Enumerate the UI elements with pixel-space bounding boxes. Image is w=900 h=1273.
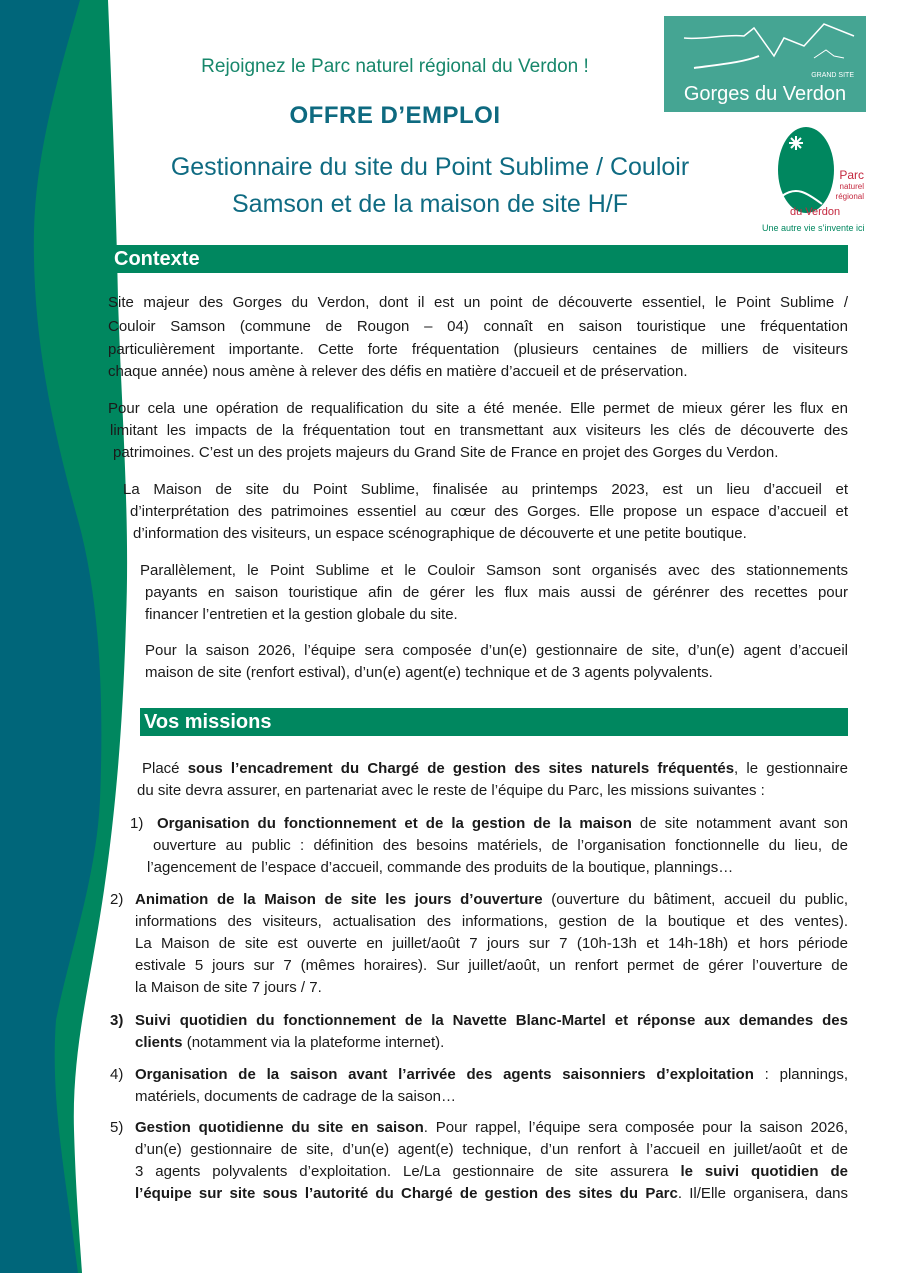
body-text-line — [135, 1140, 848, 1160]
text-segment: La Maison de site est ouverte en juillet/août 7 jours sur 7 (10h-13h et 14h-18h) et hors période — [135, 935, 848, 952]
text-segment: 3 agents polyvalents d’exploitation. Le/La gestionnaire de site assurera — [135, 1163, 681, 1180]
text-segment: d’interprétation des patrimoines essentiel au cœur des Gorges. Elle propose un espace d’accueil et — [130, 503, 848, 520]
body-text-line — [135, 1087, 848, 1107]
text-segment: maison de site (renfort estival), d’un(e) agent(e) technique et de 3 agents polyvalents. — [145, 664, 713, 681]
body-text-line — [145, 605, 848, 625]
body-text-line — [108, 317, 848, 337]
body-text-line — [133, 524, 848, 544]
body-text-line — [110, 421, 848, 441]
body-text-line — [140, 561, 848, 581]
body-text-line — [145, 641, 848, 661]
body-text-line — [135, 1065, 848, 1085]
logo-naturel-word: naturel — [839, 182, 864, 191]
body-text-line — [130, 502, 848, 522]
logo-grand-site-label: GRAND SITE — [811, 72, 854, 79]
tagline: Rejoignez le Parc naturel régional du Verdon ! — [201, 56, 589, 77]
job-title-line-2: Samson et de la maison de site H/F — [231, 190, 629, 218]
body-text-line — [145, 583, 848, 603]
text-segment: financer l’entretien et la gestion globale du site. — [145, 606, 458, 623]
bold-text-segment: le suivi quotidien de — [680, 1163, 848, 1180]
text-segment: La Maison de site du Point Sublime, finalisée au printemps 2023, est un lieu d’accueil et — [123, 481, 848, 498]
list-number: 1) — [130, 815, 144, 832]
text-segment: . Il/Elle organisera, dans — [677, 1185, 849, 1202]
text-segment: de site notamment avant son — [631, 815, 848, 832]
text-segment: . Pour rappel, l’équipe sera composée pour la saison 2026, — [423, 1119, 848, 1136]
text-segment: limitant les impacts de la fréquentation tout en transmettant aux visiteurs les clés de découverte des — [110, 422, 848, 439]
body-text-line — [113, 443, 848, 463]
text-segment: Pour cela une opération de requalification du site a été menée. Elle permet de mieux gérer les flux en — [108, 400, 848, 417]
body-text-line — [108, 399, 848, 419]
text-segment: d’un(e) gestionnaire de site, d’un(e) agent(e) technique, d’un renfort à l’accueil en juillet/août et de — [135, 1141, 848, 1158]
text-segment: patrimoines. C’est un des projets majeurs du Grand Site de France en projet des Gorges du Verdon. — [113, 444, 779, 461]
body-text-line — [108, 362, 848, 382]
text-segment: informations des visiteurs, actualisation des informations, gestion de la boutique et des ventes). — [135, 913, 848, 930]
body-text-line — [108, 293, 848, 313]
body-text-line — [145, 663, 848, 683]
body-text-line — [135, 890, 848, 910]
body-text-line — [157, 814, 848, 834]
list-number: 2) — [110, 891, 124, 908]
parc-naturel-regional-verdon-logo — [760, 126, 866, 238]
logo-gorges-name: Gorges du Verdon — [683, 83, 847, 105]
body-text-line — [135, 912, 848, 932]
text-segment: chaque année) nous amène à relever des défis en matière d’accueil et de préservation. — [108, 363, 688, 380]
job-title-line-1: Gestionnaire du site du Point Sublime / Couloir — [170, 153, 690, 181]
body-text-line — [108, 340, 848, 360]
text-segment: estivale 5 jours sur 7 (mêmes horaires). Sur juillet/août, un renfort permet de gérer l’ouverture de — [135, 957, 848, 974]
gorges-landscape-icon — [664, 16, 866, 72]
text-segment: Pour la saison 2026, l’équipe sera composée d’un(e) gestionnaire de site, d’un(e) agent d’accueil — [145, 642, 848, 659]
bold-text-segment: Organisation du fonctionnement et de la gestion de la maison — [157, 815, 632, 832]
bold-text-segment: clients — [135, 1034, 183, 1051]
bold-text-segment: sous l’encadrement du Chargé de gestion des sites naturels fréquentés — [187, 760, 735, 777]
bold-text-segment: Animation de la Maison de site les jours d’ouverture — [135, 891, 543, 908]
list-number: 5) — [110, 1119, 124, 1136]
body-text-line — [147, 858, 848, 878]
text-segment: d’information des visiteurs, un espace scénographique de découverte et une petite boutique. — [133, 525, 747, 542]
bold-text-segment: Gestion quotidienne du site en saison — [135, 1119, 424, 1136]
bold-text-segment: Organisation de la saison avant l’arrivée des agents saisonniers d’exploitation — [135, 1066, 754, 1083]
list-number: 3) — [110, 1012, 124, 1029]
text-segment: la Maison de site 7 jours / 7. — [135, 979, 322, 996]
body-text-line — [135, 1118, 848, 1138]
body-text-line — [142, 759, 848, 779]
text-segment: Parallèlement, le Point Sublime et le Couloir Samson sont organisés avec des stationnements — [140, 562, 848, 579]
text-segment: Site majeur des Gorges du Verdon, dont il est un point de découverte essentiel, le Point Sublime / — [108, 294, 848, 311]
text-segment: , le gestionnaire — [734, 760, 848, 777]
text-segment: Couloir Samson (commune de Rougon – 04) connaît en saison touristique une fréquentation — [108, 318, 848, 335]
body-text-line — [135, 1033, 848, 1053]
logo-du-verdon: du Verdon — [790, 206, 841, 218]
text-segment: (ouverture du bâtiment, accueil du public, — [542, 891, 848, 908]
text-segment: l’agencement de l’espace d’accueil, commande des produits de la boutique, plannings… — [147, 859, 734, 876]
section-header-contexte: Contexte — [110, 245, 848, 273]
text-segment: (notamment via la plateforme internet). — [182, 1034, 445, 1051]
body-text-line — [135, 1162, 848, 1182]
body-text-line — [153, 836, 848, 856]
text-segment: matériels, documents de cadrage de la saison… — [135, 1088, 457, 1105]
body-text-line — [135, 934, 848, 954]
text-segment: : plannings, — [753, 1066, 848, 1083]
text-segment: payants en saison touristique afin de gérer les flux mais aussi de gérénrer des recettes pour — [145, 584, 848, 601]
body-text-line — [137, 781, 848, 801]
section-header-missions: Vos missions — [140, 708, 848, 736]
bold-text-segment: l’équipe sur site sous l’autorité du Chargé de gestion des sites du Parc — [135, 1185, 678, 1202]
offer-heading: OFFRE D’EMPLOI — [289, 102, 501, 129]
text-segment: du site devra assurer, en partenariat avec le reste de l’équipe du Parc, les missions suivantes : — [137, 782, 765, 799]
body-text-line — [135, 956, 848, 976]
bold-text-segment: Suivi quotidien du fonctionnement de la Navette Blanc-Martel et réponse aux demandes des — [135, 1012, 848, 1029]
body-text-line — [135, 1184, 848, 1204]
text-segment: particulièrement importante. Cette forte fréquentation (plusieurs centaines de milliers de visiteurs — [108, 341, 848, 358]
body-text-line — [123, 480, 848, 500]
logo-slogan: Une autre vie s’invente ici — [762, 223, 865, 233]
text-segment: ouverture au public : définition des besoins matériels, de l’organisation fonctionnelle du lieu, de — [153, 837, 848, 854]
logo-parc-word: Parc — [839, 168, 864, 182]
list-number: 4) — [110, 1066, 124, 1083]
grand-site-gorges-du-verdon-logo — [664, 16, 866, 112]
body-text-line — [135, 978, 848, 998]
text-segment: Placé — [142, 760, 188, 777]
body-text-line — [135, 1011, 848, 1031]
logo-regional-word: régional — [835, 192, 864, 201]
